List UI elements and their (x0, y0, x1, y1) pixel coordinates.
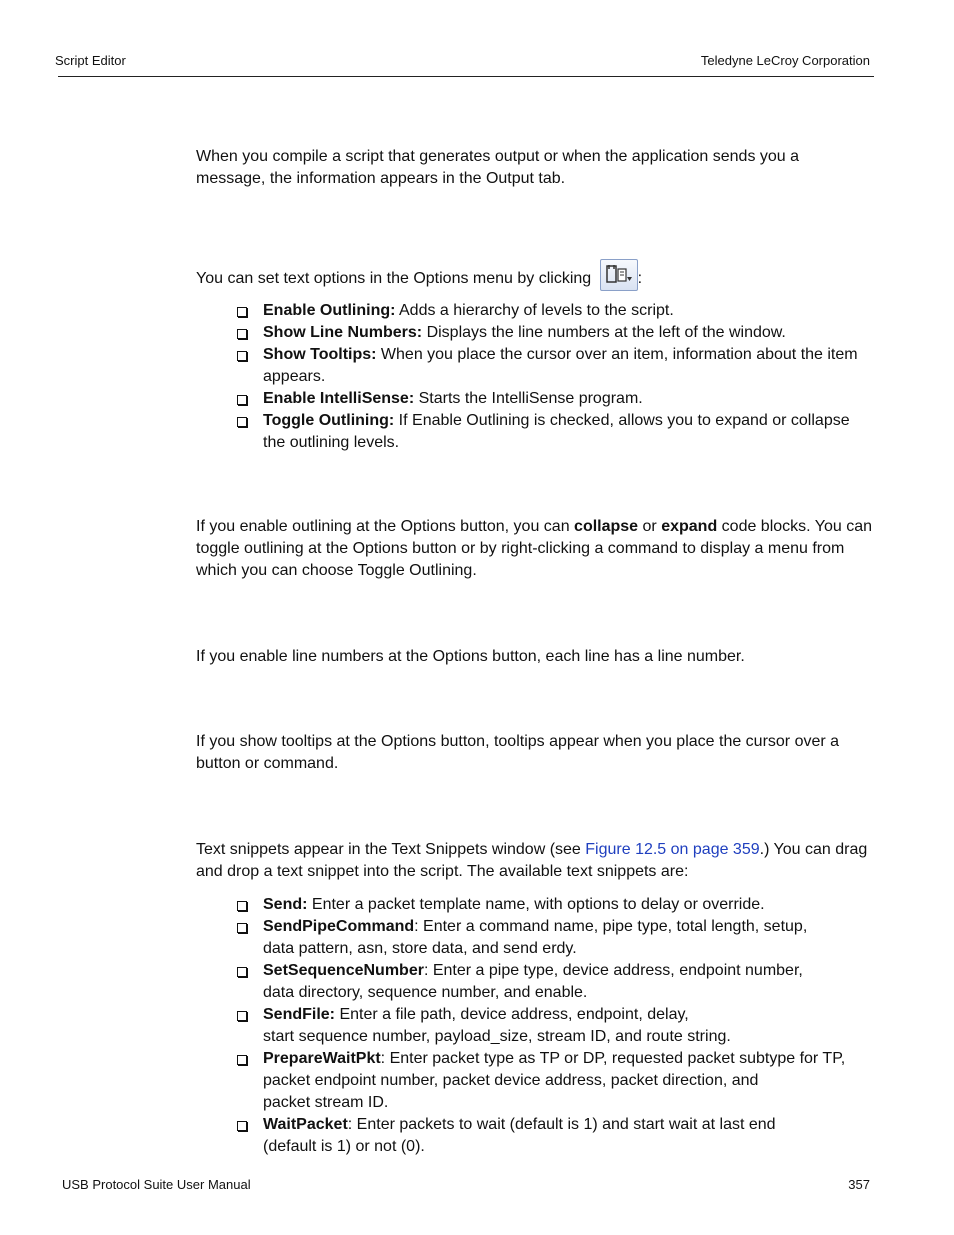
options-toolbar-icon[interactable] (600, 259, 638, 291)
checkbox-bullet-icon (237, 307, 247, 317)
item-text-line: data pattern, asn, store data, and send erdy. (263, 940, 577, 957)
list-item (237, 300, 872, 322)
item-label: SetSequenceNumber (263, 962, 424, 979)
item-text: : Enter packet type as TP or DP, requested packet subtype for TP, (380, 1050, 846, 1067)
line-numbers-section (196, 646, 872, 668)
collapse-term: collapse (574, 518, 639, 535)
expand-term: expand (661, 518, 718, 535)
list-item (237, 960, 872, 1004)
checkbox-bullet-icon (237, 1055, 247, 1065)
list-item (237, 894, 872, 916)
options-intro-suffix: : (637, 270, 643, 288)
item-text: : Enter a command name, pipe type, total length, setup, (414, 918, 808, 935)
item-label: Show Tooltips: (263, 346, 377, 363)
list-item (237, 1048, 872, 1114)
item-label: WaitPacket (263, 1116, 348, 1133)
item-label: Enable IntelliSense: (263, 390, 415, 407)
line-numbers-paragraph: If you enable line numbers at the Options button, each line has a line number. (196, 648, 745, 665)
checkbox-bullet-icon (237, 901, 247, 911)
header-company: Teledyne LeCroy Corporation (700, 53, 870, 68)
item-text: Starts the IntelliSense program. (414, 390, 643, 407)
item-text: Displays the line numbers at the left of the window. (422, 324, 786, 341)
checkbox-bullet-icon (237, 417, 247, 427)
list-item (237, 388, 872, 410)
item-text-line: packet stream ID. (263, 1094, 389, 1111)
outlining-text-3: code blocks. You can toggle outlining at the Options button or by right-clicking a command to display a menu from which you can choose Toggle Outlining. (196, 518, 872, 579)
item-text: Enter a file path, device address, endpoint, delay, (335, 1006, 689, 1023)
item-text: : Enter a pipe type, device address, endpoint number, (423, 962, 803, 979)
item-text: Enter a packet template name, with options to delay or override. (307, 896, 765, 913)
list-item (237, 916, 872, 960)
item-text: When you place the cursor over an item, information about the item appears. (263, 346, 858, 385)
checkbox-bullet-icon (237, 967, 247, 977)
page-header (55, 52, 870, 74)
header-section-title: Script Editor (55, 53, 126, 68)
list-item (237, 344, 872, 388)
item-text-line: packet endpoint number, packet device address, packet direction, and (263, 1072, 759, 1089)
output-paragraph: When you compile a script that generates output or when the application sends you a message, the information appears in the Output tab. (196, 148, 800, 187)
item-text-line: data directory, sequence number, and enable. (263, 984, 588, 1001)
list-item (237, 1114, 872, 1158)
list-item (237, 1004, 872, 1048)
snippets-section (196, 839, 872, 883)
options-list (237, 300, 872, 454)
item-text: If Enable Outlining is checked, allows you to expand or collapse the outlining levels. (263, 412, 850, 451)
checkbox-bullet-icon (237, 395, 247, 405)
outlining-section (196, 516, 872, 582)
checkbox-bullet-icon (237, 351, 247, 361)
item-label: SendPipeCommand (263, 918, 415, 935)
item-label: Show Line Numbers: (263, 324, 423, 341)
snippets-text-2: .) You can drag and drop a text snippet into the script. The available text snippets are: (196, 841, 868, 880)
item-label: Enable Outlining: (263, 302, 396, 319)
item-label: SendFile: (263, 1006, 336, 1023)
options-section (196, 267, 872, 291)
list-item (237, 322, 872, 344)
list-item (237, 410, 872, 454)
header-divider (58, 76, 874, 77)
item-text: Adds a hierarchy of levels to the script. (395, 302, 674, 319)
outlining-paragraph (196, 516, 872, 582)
snippets-text-1: Text snippets appear in the Text Snippets window (see (196, 841, 586, 858)
item-label: PrepareWaitPkt (263, 1050, 381, 1067)
item-text-line: (default is 1) or not (0). (263, 1138, 425, 1155)
checkbox-bullet-icon (237, 1011, 247, 1021)
outlining-text-1: If you enable outlining at the Options button, you can (196, 518, 575, 535)
tooltips-paragraph: If you show tooltips at the Options button, tooltips appear when you place the cursor over a button or command. (196, 733, 840, 772)
options-intro-text: You can set text options in the Options menu by clicking (196, 270, 592, 288)
snippets-list (237, 894, 872, 1158)
options-intro (196, 267, 872, 291)
snippets-paragraph (196, 839, 872, 883)
item-text: : Enter packets to wait (default is 1) and start wait at last end (347, 1116, 776, 1133)
item-label: Toggle Outlining: (263, 412, 395, 429)
outlining-text-2: or (638, 518, 662, 535)
checkbox-bullet-icon (237, 1121, 247, 1131)
checkbox-bullet-icon (237, 329, 247, 339)
item-text-line: start sequence number, payload_size, stream ID, and route string. (263, 1028, 731, 1045)
item-label: Send: (263, 896, 308, 913)
checkbox-bullet-icon (237, 923, 247, 933)
page-number: 357 (848, 1177, 870, 1192)
footer-manual-title: USB Protocol Suite User Manual (62, 1177, 251, 1192)
tooltips-section (196, 731, 872, 775)
figure-link[interactable]: Figure 12.5 on page 359 (585, 841, 760, 858)
output-section (196, 146, 872, 190)
